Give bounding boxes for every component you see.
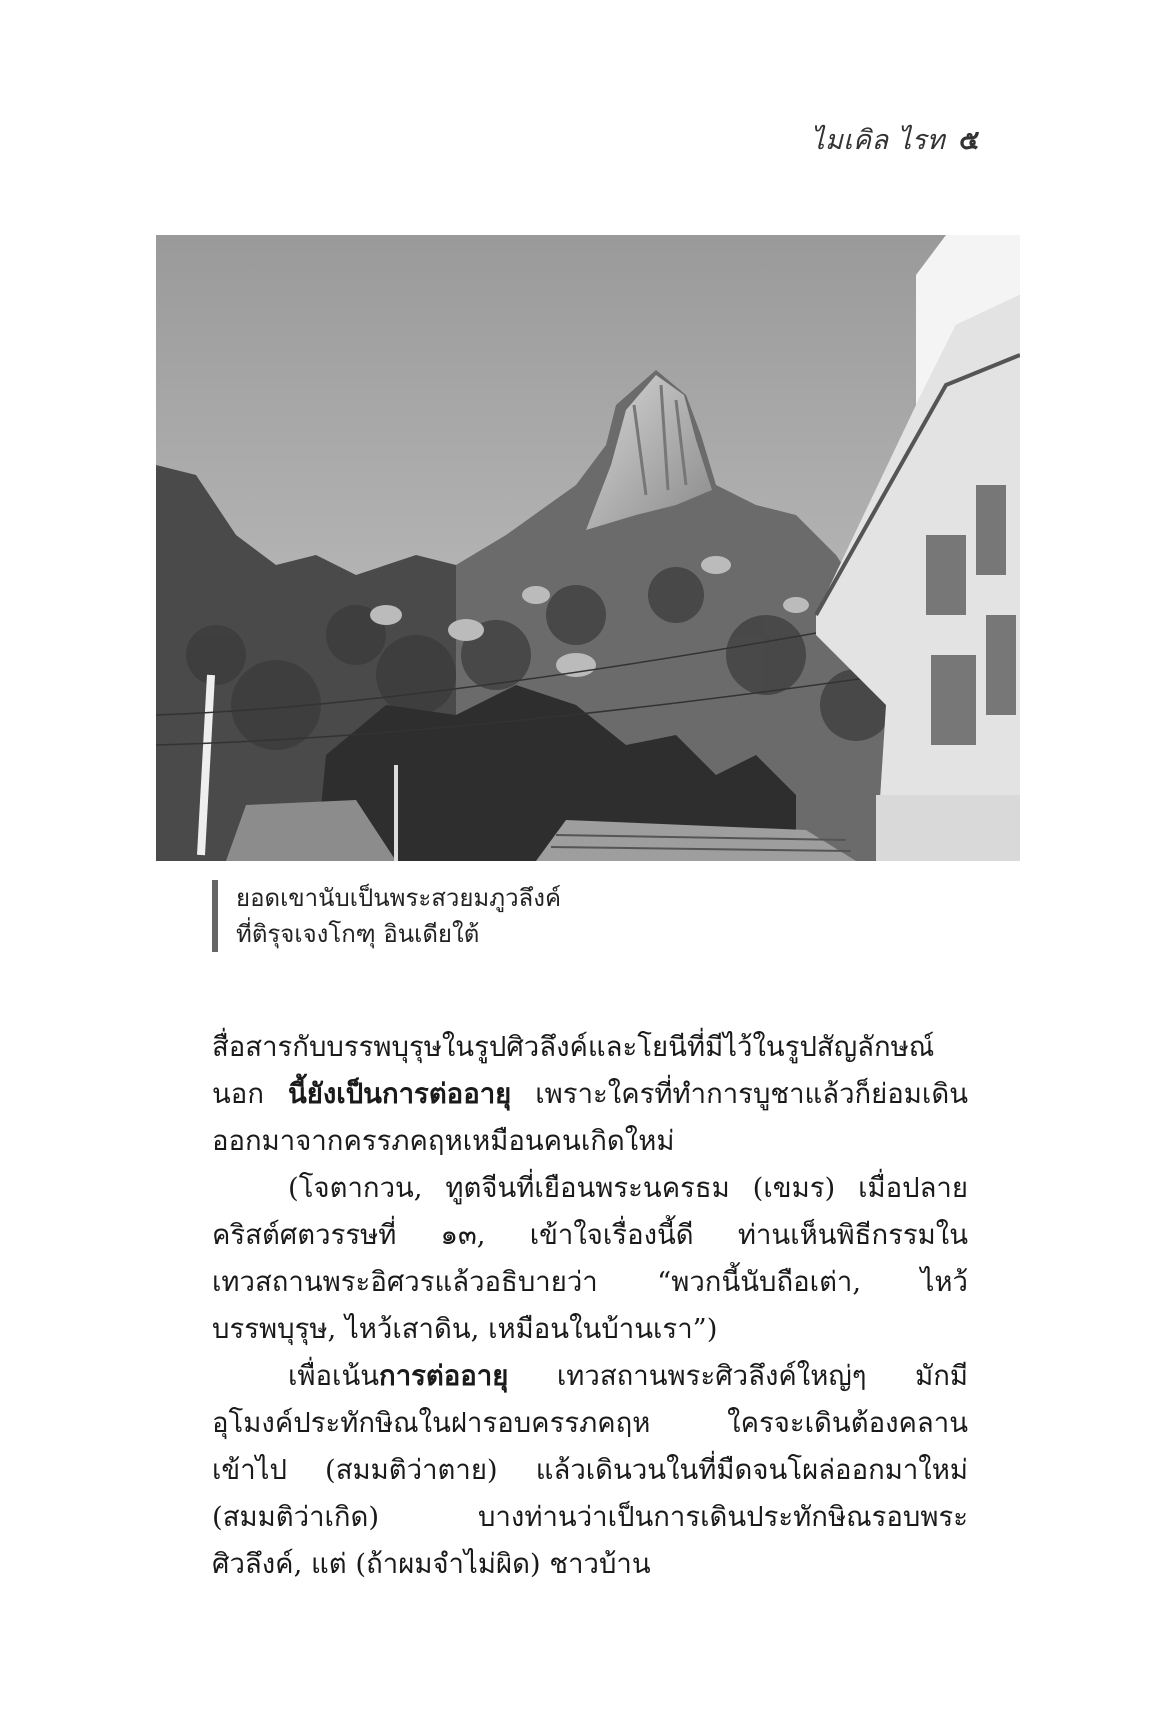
photo-caption <box>212 880 561 952</box>
paragraph-1: สื่อสารกับบรรพบุรุษในรูปศิวลึงค์และโยนีที่มีไว้ในรูปสัญลักษณ์ นอก นี้ยังเป็นการต่ออายุ เพราะใครที่ทำการบูชาแล้วก็ย่อมเดินออกมาจากครรภคฤหเหมือนคนเกิดใหม่ <box>212 1031 968 1157</box>
photo-illustration <box>156 235 1020 861</box>
bold-term: นี้ยังเป็นการต่ออายุ <box>287 1078 512 1110</box>
caption-line-1: ยอดเขานับเป็นพระสวยมภูวลึงค์ <box>236 884 562 912</box>
running-title: ไมเคิล ไรท <box>810 125 946 156</box>
running-header <box>811 118 980 161</box>
paragraph-2: (โจตากวน, ทูตจีนที่เยือนพระนครธม (เขมร) เมื่อปลายคริสต์ศตวรรษที่ ๑๓, เข้าใจเรื่องนี้ดี ท่านเห็นพิธีกรรมในเทวสถานพระอิศวรแล้วอธิบายว่า “พวกนี้นับถือเต่า, ไหว้บรรพบุรุษ, ไหว้เสาดิน, เหมือนในบ้านเรา”) <box>212 1172 968 1345</box>
bold-term: การต่ออายุ <box>379 1360 509 1392</box>
page-number: ๕ <box>959 125 980 156</box>
mountain-photo <box>156 235 1020 861</box>
paragraph-3: เพื่อเน้นการต่ออายุ เทวสถานพระศิวลึงค์ใหญ่ๆ มักมีอุโมงค์ประทักษิณในฝารอบครรภคฤห ใครจะเดินต้องคลานเข้าไป (สมมติว่าตาย) แล้วเดินวนในที่มืดจนโผล่ออกมาใหม่ (สมมติว่าเกิด) บางท่านว่าเป็นการเดินประทักษิณรอบพระศิวลึงค์, แต่ (ถ้าผมจำไม่ผิด) ชาวบ้าน <box>212 1360 968 1580</box>
caption-line-2: ที่ติรุจเจงโกฑุ อินเดียใต้ <box>236 920 480 948</box>
body-text <box>212 1024 968 1588</box>
